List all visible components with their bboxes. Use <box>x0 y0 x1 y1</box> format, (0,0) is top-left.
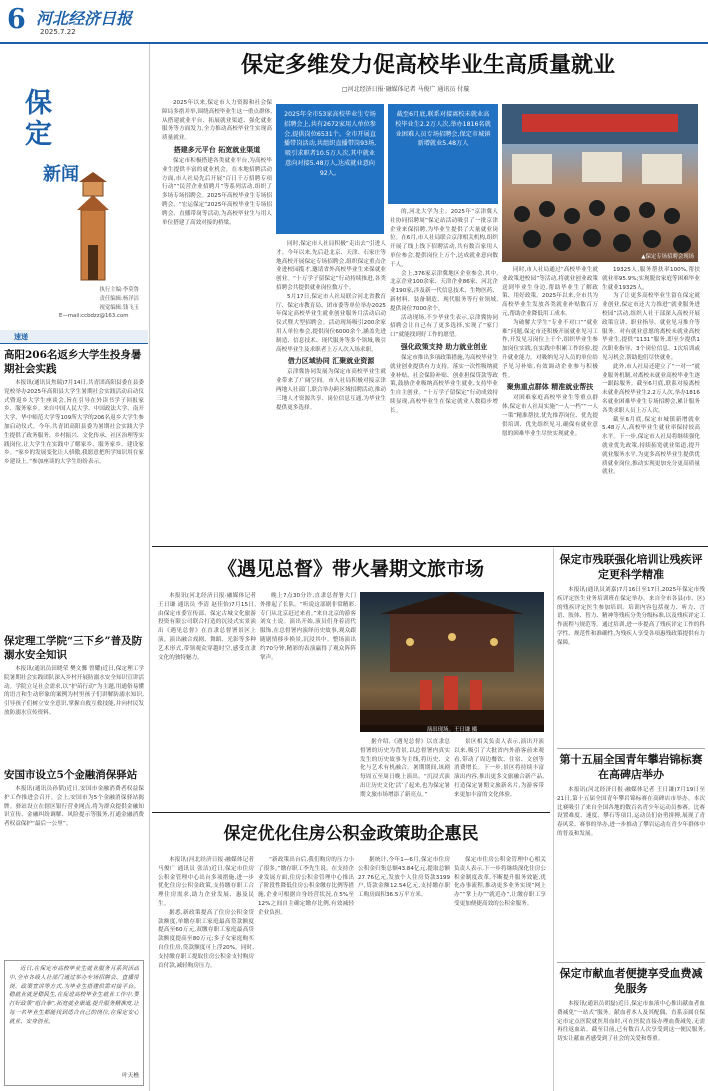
fund-col3: 据统计,今年1—6月,保定市住房公积金归集总额43.84亿元,提取总额27.76亿元,发放个人住房贷款3199户,贷款金额12.54亿元,支持缴存职工购房面积36.5万平方米。 <box>358 857 450 899</box>
headline: 第十五届全国青年攀岩锦标赛在高碑店举办 <box>559 753 703 781</box>
sidebar-news-1 <box>4 348 144 637</box>
lead-col1: 2025年以来,保定市人力资源和社会保障局多措并举,围绕高校毕业生这一重点群体,从搭建就业平台、拓展就业渠道、强化就业服务等方面发力,全力推动高校毕业生实现高质量就业。 搭建多元平台 拓宽就业渠道 保定市积极搭建各类就业平台,为高校毕业生提供丰富的就业机会。在本地招聘活动方面,市人社局先后开展“百日千万招聘专项行动”“民营企业招聘月”等系列活动,组织了多场专场招聘会。2025年高校毕业生专场招聘会、“宏运保定”2025年高校毕业生专场招聘会、直播带岗等活动,为高校毕业生与用人单位搭建了高效对接的桥梁。 <box>162 100 272 226</box>
headline: 高阳206名返乡大学生投身暑期社会实践 <box>4 349 142 375</box>
photo-caption: 演出现场。王日谦 摄 <box>360 725 544 732</box>
headline: 保定理工学院“三下乡”普及防溺水安全知识 <box>4 635 143 661</box>
info-box-1: 2025年全市53家高校毕业生专场招聘会上,共有2672家用人单位参会,提供岗位6531个。全市开展直播带岗活动,共组织直播带岗93场,吸引求职者10.5万人次,其中就业意向对接5.48万人,达成就业意向92人。 <box>276 104 384 234</box>
section-divider <box>152 546 708 547</box>
body: 本报讯(通讯员孙韬)近日,安国市金融消费者权益保护工作推进会召开。会上,安国市为5个金融消保驿站揭牌。驿站设立在辖区银行营业网点,将为群众提供金融知识宣传、金融纠纷调解、风险提示等服务,打通金融消费者权益保护“最后一公里”。 <box>4 786 144 828</box>
drama-col2: 晚上7点30分许,直隶总督署大门外排起了长队。“听说这部剧非常精彩,专门从北京赶过来看。”来自北京的游客刘女士说。演出开始,演员们身着清代服饰,在总督署内演绎历史故事,观众跟随剧情移步换景,沉浸其中。整场演出约70分钟,精彩的表演赢得了观众阵阵掌声。 <box>260 593 356 661</box>
editor-credits: 执行主编:李莫鲁 责任编辑:杨洋洁 视觉编辑:钱飞玉 <box>99 287 139 311</box>
gate-illustration <box>73 170 113 285</box>
right-news-b <box>557 752 705 962</box>
flash-label: 速递 <box>0 330 148 344</box>
drama-col3: 据介绍,《遇见总督》以直隶总督署的历史为背景,以总督署内真实发生的历史故事为主线,将历史、文化与艺术有机融合。暑期期间,该剧每周五至周日晚上演出。“沉浸式演出让历史文化‘活’了起来,也为保定暑期文旅市场增添了新亮点。” <box>360 739 450 798</box>
column-divider <box>553 548 554 1091</box>
sidebar-news-2 <box>4 634 144 761</box>
drama-headline: 《遇见总督》带火暑期文旅市场 <box>217 558 484 580</box>
lead-headline: 保定多维发力促高校毕业生高质量就业 <box>240 52 615 78</box>
divider <box>557 962 705 963</box>
job-fair-photo <box>502 104 698 262</box>
issue-date: 2025.7.22 <box>40 28 76 36</box>
lead-col4: 同时,市人社局通过“高校毕业生就业政策进校园”等活动,将就业创业政策送到毕业生身边,帮助毕业生了解政策、用好政策。2025年以来,全市共为高校毕业生发放各类就业补贴数百万元,帮助企业降低用工成本。 为破解大学生“专业不对口”“就业难”问题,保定市还积极开展就业见习工作,开发见习岗位上千个,组织毕业生参加岗位实践,在实践中积累工作经验,提升就业能力。对吸纳见习人员的单位给予见习补贴,有效调动企业参与积极性。 聚焦重点群体 精准就业帮扶 对困难家庭高校毕业生等重点群体,保定市人社局实施“一人一档”“一人一策”精准帮扶,优先推荐岗位、优先提供培训、优先组织见习,确保有就业意愿的困难毕业生尽快实现就业。 <box>502 267 598 437</box>
lead-col2: 同时,保定市人社局积极“走出去”引进人才。今年以来,先后赴北京、天津、石家庄等地高校开展保定专场招聘会,组织保定重点企业进校园揽才,邀请省外高校毕业生来保就业创业。“十万学子留保定”行动持续推进,各类招聘会共提供就业岗位数万个。 5月17日,保定市人社局联合河北省教育厅、保定市教育局、团市委等单位举办2025年保定高校毕业生就业创业服务月活动启动仪式暨大型招聘会。活动现场吸引200余家用人单位参会,提供岗位6000余个,涵盖先进制造、信息技术、现代服务等多个领域,吸引高校毕业生及求职者上万人次入场求职。 借力区域协同 汇聚就业资源 京津冀协同发展为保定市高校毕业生就业带来了广阔空间。市人社局积极对接京津两地人社部门,联合举办跨区域招聘活动,推动三地人才资源共享、岗位信息互通,为毕业生提供更多选择。 <box>276 241 386 411</box>
fund-col1: 本报讯(河北经济日报·融媒体记者 马俊广 通讯员 张洁)近日,保定市住房公积金管理中心出台多项措施,进一步优化住房公积金政策,支持缴存职工合理住房需求,助力企业发展、惠及民生。 据悉,新政策提高了住房公积金贷款额度,单缴存职工家庭最高贷款额度提高至60万元,双缴存职工家庭最高贷款额度提高至80万元;多子女家庭购买自住住房,贷款额度可上浮20%。同时,支持缴存职工提取住房公积金支付购房首付款,减轻购房压力。 <box>158 857 254 969</box>
fund-headline: 保定优化住房公积金政策助企惠民 <box>223 824 479 844</box>
column-divider <box>149 44 150 1091</box>
lead-col3: 的,河北大学为主。2025年“京津冀人社协同招聘周”保定站活动吸引了一批京津企业来保招聘,为毕业生提供了大量就业岗位。在6月,市人社局联合京津相关机构,组织开展了线上线下招聘活动,共有数百家用人单位参会,提供岗位上万个,达成就业意向数千人。 会上,376家京津冀地区企业参会,其中,北京企业100余家、天津企业86家、河北企业190家,涉及新一代信息技术、生物医药、新材料、装备制造、现代服务等行业领域,提供岗位7000余个。 活动现场,不少毕业生表示,京津冀协同招聘会让自己有了更多选择,实现了“家门口”就能找到好工作的愿望。 强化政策支持 助力就业创业 保定市推出多项政策措施,为高校毕业生就业创业提供有力支持。落实一次性吸纳就业补贴、社会保险补贴、创业担保贷款等政策,鼓励企业吸纳高校毕业生就业,支持毕业生自主创业。“十万学子留保定”行动成效持续显现,高校毕业生在保定就业人数稳步增长。 <box>390 209 498 414</box>
fund-article <box>152 814 550 1090</box>
body: 本报讯(通讯员焦瑞)7月14日,共青团高阳县委在县委党校举办2025年高阳县大学生暑期社会实践活动启动仪式暨返乡大学生座谈会,旨在引导在外读书学子回报家乡、服务家乡。来自中国人民大学、中国政法大学、南开大学、华中师范大学等109所大学的206名返乡大学生参加启动仪式。今年,共青团高阳县委为暑期社会实践大学生提供了政务服务、乡村振兴、文化传承、社区治理等实践岗位,让大学生在实践中了解家乡、服务家乡、建设家乡。“家乡的发展变化让人骄傲,我愿意把所学知识用在家乡建设上。”参加座谈的大学生纷纷表示。 <box>4 380 144 466</box>
section-subtitle: 新闻 <box>43 164 79 185</box>
commentary-box <box>4 960 144 1086</box>
fund-col4: 保定市住房公积金管理中心相关负责人表示,下一步将继续深化住房公积金制度改革,不断提升服务效能,优化办事流程,推动更多业务实现“网上办”“掌上办”“就近办”,让缴存职工享受更加便捷高效的公积金服务。 <box>454 857 546 907</box>
body: 本报讯(河北经济日报·融媒体记者 王日谦)7月19日至21日,第十五届全国青年攀岩锦标赛在高碑店市举办。本次比赛吸引了来自全国各地的数百名青少年运动员参赛。比赛设置难度、速度、攀石等项目,运动员们奋勇拼搏,展现了青春风采。赛事的举办,进一步推动了攀岩运动在青少年群体中的普及和发展。 <box>557 787 705 837</box>
commentary-body: 近日,在保定市高校毕业生就业服务月系列活动中,全市各级人社部门通过举办专场招聘会、直播带岗、政策宣讲等方式,为毕业生搭建供需对接平台。稳就业就是稳民生,在促进高校毕业生就业工作中,要打好政策“组合拳”,拓宽就业渠道,提升服务精准度,让每一名毕业生都能找到适合自己的岗位,在保定安心就业、安身创业。 <box>9 966 139 1025</box>
divider <box>557 748 705 749</box>
body: 本报讯(通讯员田晓荣 樊文馨 曾耀)近日,保定理工学院暑期社会实践团队深入乡村开展防溺水安全知识宣讲活动。学院立足社会需求,以“护苗行动”为主题,用通俗易懂的语言和生动形象的案例为村里孩子们讲解防溺水知识,引导孩子们树立安全意识,掌握自救互救技能,并向村民发放防溺水宣传资料。 <box>4 666 144 716</box>
headline: 保定市残联强化培训让残疾评定更科学精准 <box>559 553 703 581</box>
page-number: 6 <box>7 4 26 35</box>
lead-col5: 19325人,服务帮扶率100%,帮扶就业率95.9%;实现脱贫家庭等困难毕业生就业19325人。 为了让更多高校毕业生留在保定就业创业,保定市还大力推进“就业服务进校园”活动,组织人社干部深入高校开展政策宣讲、职业指导、就业见习推介等服务。对有就业意愿的离校未就业高校毕业生,提供“1131”服务,即至少提供1次职业指导、3个岗位信息、1次培训或见习机会,帮助他们尽快就业。 此外,市人社局还建立了“一对一”就业服务机制,对离校未就业高校毕业生逐一跟踪服务。截至6月底,联系对接离校未就业高校毕业生2.2万人次,举办1816名就业困难毕业生专场招聘会,累计服务各类求职人员上万人次。 截至6月底,保定市城镇新增就业5.48万人,高校毕业生就业率保持较高水平。下一步,保定市人社局将继续强化就业优先政策,持续拓宽就业渠道,提升就业服务水平,为更多高校毕业生提供优质就业岗位,推动实现更加充分更高质量就业。 <box>602 267 700 476</box>
commentary-author: 叶天樵 <box>122 1073 139 1079</box>
drama-col1: 本报讯(河北经济日报·融媒体记者 王日谦 通讯员 李清 赵佳怡)7月15日,由保定市委宣传部、保定古城文化旅游投资有限公司联合打造的沉浸式实景演出《遇见总督》在直隶总督署景区上演。演出融合戏剧、舞蹈、光影等多种艺术形式,带领观众穿越时空,感受直隶文化的独特魅力。 <box>158 593 256 661</box>
right-news-a <box>557 552 705 746</box>
headline: 安国市设立5个金融消保驿站 <box>4 769 138 781</box>
section-title: 保 定 <box>25 88 52 150</box>
theater-photo <box>360 592 544 732</box>
body: 本报讯(通讯员胡磊)近日,保定市血液中心推出献血者血费减免“一站式”服务。献血者本人及其配偶、直系亲属在保定市定点医院就医用血时,可在医院直接办理血费减免,无需再往返血站。截至目前,已有数百人次享受到这一便民服务,切实让献血者感受到了社会的关爱和尊重。 <box>557 1001 705 1043</box>
masthead <box>0 0 708 44</box>
body: 本报讯(通讯员刘嘉)7月16日至17日,2025年保定市残疾评定医生业务培训班在保定举办。来自全市各县(市、区)的残疾评定医生参加培训。培训内容包括视力、听力、言语、肢体、智力、精神等残疾分类分级标准,以及残疾评定工作流程与规范等。通过培训,进一步提高了残疾评定工作的科学性、规范性和准确性,为残疾人享受各项惠残政策提供有力保障。 <box>557 587 705 646</box>
headline: 保定市献血者便捷享受血费减免服务 <box>559 967 703 995</box>
drama-col4: 景区相关负责人表示,演出开演以来,吸引了大批省内外游客前来观看,带动了周边餐饮、住宿、文创等消费增长。下一步,景区将持续丰富演出内容,推出更多文旅融合新产品,打造保定暑期文旅新名片,为游客带来更加丰富的文化体验。 <box>454 739 544 798</box>
email: E—mail:ccbdzz@163.com <box>59 313 129 319</box>
section-block <box>3 50 146 320</box>
fund-col2: “新政策出台后,我们购房的压力小了很多。”缴存职工李先生说。在支持企业发展方面,住房公积金管理中心推出了阶段性降低住房公积金缴存比例等措施,企业可根据自身经营状况,在5%至12%之间自主确定缴存比例,有效减轻企业负担。 <box>258 857 354 916</box>
section-divider <box>152 812 550 813</box>
info-box-2: 截至6月底,联系对接离校未就业高校毕业生2.2万人次,举办1816名就业困难人员专场招聘会,保定市城镇新增就业5.48万人 <box>388 104 498 204</box>
sidebar-news-3 <box>4 768 144 917</box>
drama-article <box>152 548 550 810</box>
lead-byline: □河北经济日报·融媒体记者 马俊广 通讯员 付璇 <box>342 86 470 93</box>
paper-name: 河北经济日报 <box>36 9 133 28</box>
right-news-c <box>557 966 705 1086</box>
photo-caption: ▲保定专场招聘会现场 <box>641 254 694 260</box>
lead-article <box>152 44 708 544</box>
